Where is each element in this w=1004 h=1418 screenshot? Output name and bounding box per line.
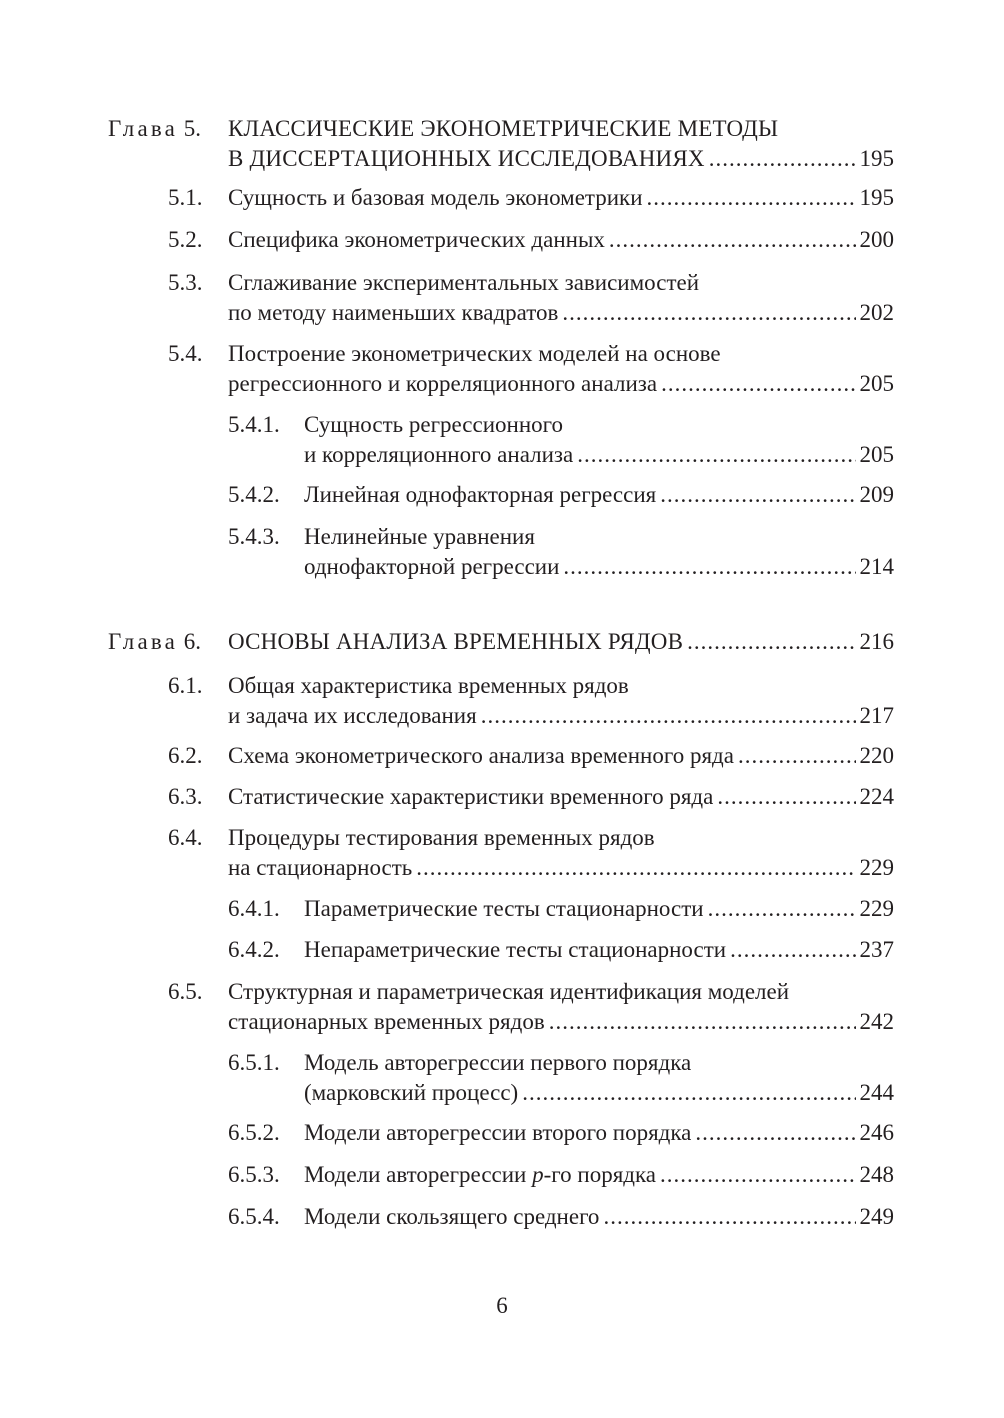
toc-section-number: 5.3.: [168, 270, 203, 295]
title-last-line: [304, 1078, 894, 1108]
toc-section-title: [228, 823, 894, 883]
page-ref: 237: [859, 937, 894, 962]
toc-subsection-title: [304, 522, 894, 582]
italic-variable: p: [532, 1162, 544, 1187]
page-ref: 195: [859, 185, 894, 210]
title-last-line: [228, 183, 894, 213]
page-ref: 220: [859, 743, 894, 768]
toc-section-title: [228, 977, 894, 1037]
dot-leader: [717, 782, 855, 812]
title-text: регрессионного и корреляционного анализа: [228, 371, 658, 396]
title-last-line: [228, 369, 894, 399]
dot-leader: [660, 1160, 855, 1190]
title-text: на стационарность: [228, 855, 413, 880]
toc-section-number: 6.2.: [168, 743, 203, 768]
toc-section-title: [228, 339, 894, 399]
dot-leader: [549, 1007, 856, 1037]
title-line: Построение эконометрических моделей на основе: [228, 341, 721, 366]
toc-section-number: 6.5.: [168, 979, 203, 1004]
toc-subsection-number: 6.5.2.: [228, 1120, 280, 1145]
page-number: 6: [496, 1293, 508, 1318]
title-text: по методу наименьших квадратов: [228, 300, 559, 325]
title-line: КЛАССИЧЕСКИЕ ЭКОНОМЕТРИЧЕСКИЕ МЕТОДЫ: [228, 116, 779, 141]
dot-leader: [660, 480, 855, 510]
title-text: (марковский процесс): [304, 1080, 519, 1105]
toc-subsection-title: [304, 1160, 894, 1190]
dot-leader: [603, 1202, 855, 1232]
page-ref: 246: [859, 1120, 894, 1145]
toc-subsection-number: 5.4.2.: [228, 482, 280, 507]
dot-leader: [647, 183, 856, 213]
dot-leader: [562, 298, 855, 328]
title-last-line: [304, 1118, 894, 1148]
title-text: Схема эконометрического анализа временного ряда: [228, 743, 734, 768]
page-ref: 229: [859, 896, 894, 921]
page-ref: 209: [859, 482, 894, 507]
title-last-line: [228, 782, 894, 812]
toc-section-number: 6.3.: [168, 784, 203, 809]
title-text: Линейная однофакторная регрессия: [304, 482, 657, 507]
toc-subsection-number: 5.4.3.: [228, 524, 280, 549]
title-last-line: [228, 853, 894, 883]
title-line: Нелинейные уравнения: [304, 524, 535, 549]
page-ref: 249: [859, 1204, 894, 1229]
toc-subsection-number: 6.5.4.: [228, 1204, 280, 1229]
title-text: Непараметрические тесты стационарности: [304, 937, 727, 962]
dot-leader: [577, 440, 855, 470]
toc-chapter-title: [228, 627, 894, 657]
toc-section-title: [228, 268, 894, 328]
toc-subsection-number: 5.4.1.: [228, 412, 280, 437]
toc-subsection-number: 6.5.3.: [228, 1162, 280, 1187]
title-text: стационарных временных рядов: [228, 1009, 545, 1034]
title-line: Сущность регрессионного: [304, 412, 563, 437]
toc-section-title: [228, 671, 894, 731]
dot-leader: [709, 144, 856, 174]
page-ref: 242: [859, 1009, 894, 1034]
toc-subsection-number: 6.4.2.: [228, 937, 280, 962]
title-last-line: [304, 552, 894, 582]
title-last-line: [304, 440, 894, 470]
title-last-line: [228, 298, 894, 328]
toc-chapter-number: [108, 627, 201, 657]
title-text: однофакторной регрессии: [304, 554, 560, 579]
toc-subsection-title: [304, 935, 894, 965]
title-last-line: [228, 144, 894, 174]
toc-subsection-title: [304, 894, 894, 924]
chapter-label: Глава: [108, 116, 179, 141]
dot-leader: [563, 552, 855, 582]
toc-subsection-number: 6.5.1.: [228, 1050, 280, 1075]
toc-subsection-title: [304, 1118, 894, 1148]
page-ref: 214: [859, 554, 894, 579]
dot-leader: [481, 701, 856, 731]
page-ref: 244: [859, 1080, 894, 1105]
title-text: Сущность и базовая модель эконометрики: [228, 185, 643, 210]
toc-section-title: [228, 225, 894, 255]
toc-section-title: [228, 183, 894, 213]
title-last-line: [304, 1160, 894, 1190]
title-line: Сглаживание экспериментальных зависимостей: [228, 270, 700, 295]
page-ref: 217: [859, 703, 894, 728]
page-ref: 224: [859, 784, 894, 809]
title-text: ОСНОВЫ АНАЛИЗА ВРЕМЕННЫХ РЯДОВ: [228, 629, 684, 654]
toc-section-number: 6.1.: [168, 673, 203, 698]
title-line: Процедуры тестирования временных рядов: [228, 825, 655, 850]
title-text: Модели авторегрессии p-го порядка: [304, 1162, 657, 1187]
title-text: В ДИССЕРТАЦИОННЫХ ИССЛЕДОВАНИЯХ: [228, 146, 705, 171]
toc-section-number: 5.4.: [168, 341, 203, 366]
title-last-line: [304, 935, 894, 965]
title-text: и корреляционного анализа: [304, 442, 574, 467]
page-ref: 205: [859, 371, 894, 396]
chapter-number: 5.: [183, 116, 202, 141]
title-last-line: [228, 627, 894, 657]
page-ref: 205: [859, 442, 894, 467]
dot-leader: [730, 935, 855, 965]
page-ref: 229: [859, 855, 894, 880]
toc-subsection-title: [304, 1048, 894, 1108]
toc-subsection-number: 6.4.1.: [228, 896, 280, 921]
toc-section-title: [228, 741, 894, 771]
toc-subsection-title: [304, 1202, 894, 1232]
title-text: Статистические характеристики временного ряда: [228, 784, 714, 809]
toc-section-number: 5.2.: [168, 227, 203, 252]
title-last-line: [228, 225, 894, 255]
dot-leader: [416, 853, 855, 883]
title-text: Модели скользящего среднего: [304, 1204, 600, 1229]
toc-chapter-number: [108, 114, 201, 144]
title-line: Структурная и параметрическая идентификация моделей: [228, 979, 790, 1004]
page-ref: 216: [859, 629, 894, 654]
toc-chapter-title: [228, 114, 894, 174]
toc-section-number: 5.1.: [168, 185, 203, 210]
page-ref: 248: [859, 1162, 894, 1187]
title-text: и задача их исследования: [228, 703, 477, 728]
dot-leader: [738, 741, 856, 771]
title-line: Модель авторегрессии первого порядка: [304, 1050, 692, 1075]
title-last-line: [228, 741, 894, 771]
toc-section-title: [228, 782, 894, 812]
dot-leader: [695, 1118, 855, 1148]
title-last-line: [228, 701, 894, 731]
title-last-line: [304, 480, 894, 510]
toc-section-number: 6.4.: [168, 825, 203, 850]
title-last-line: [304, 1202, 894, 1232]
title-text: Модели авторегрессии второго порядка: [304, 1120, 692, 1145]
dot-leader: [687, 627, 855, 657]
title-last-line: [228, 1007, 894, 1037]
page-ref: 202: [859, 300, 894, 325]
toc-subsection-title: [304, 410, 894, 470]
chapter-label: Глава: [108, 629, 179, 654]
title-line: Общая характеристика временных рядов: [228, 673, 629, 698]
title-last-line: [304, 894, 894, 924]
title-text: Параметрические тесты стационарности: [304, 896, 704, 921]
dot-leader: [661, 369, 855, 399]
toc-subsection-title: [304, 480, 894, 510]
dot-leader: [708, 894, 856, 924]
page-ref: 195: [859, 146, 894, 171]
dot-leader: [522, 1078, 855, 1108]
page-ref: 200: [859, 227, 894, 252]
chapter-number: 6.: [183, 629, 202, 654]
title-text: Специфика эконометрических данных: [228, 227, 605, 252]
dot-leader: [609, 225, 856, 255]
